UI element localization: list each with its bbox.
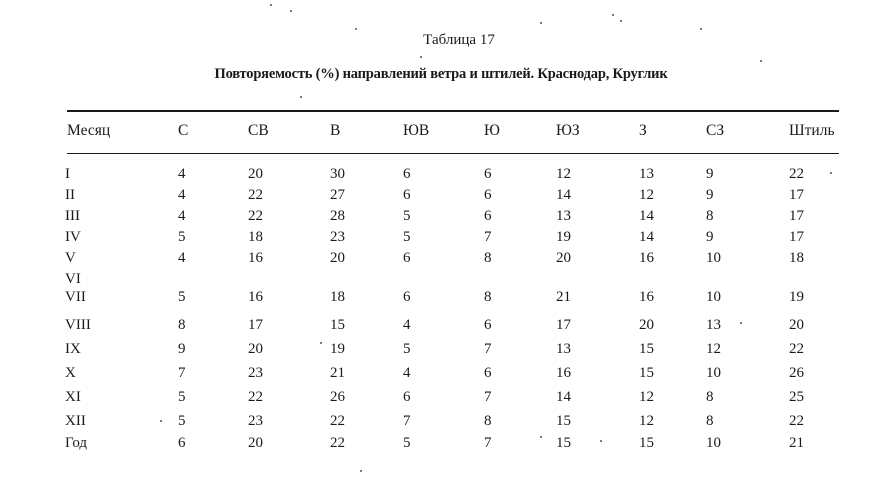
value-cell: 8 — [706, 208, 714, 224]
value-cell: 10 — [706, 250, 721, 266]
value-cell: 12 — [639, 389, 654, 405]
column-header: ЮВ — [403, 122, 430, 139]
value-cell: 7 — [484, 389, 492, 405]
value-cell: 5 — [403, 341, 411, 357]
value-cell: 21 — [789, 435, 804, 451]
value-cell: 10 — [706, 365, 721, 381]
table-top-rule — [67, 110, 839, 112]
value-cell: 5 — [178, 229, 186, 245]
scan-speck — [355, 28, 357, 30]
month-cell: VII — [65, 289, 86, 305]
value-cell: 9 — [706, 166, 714, 182]
column-header: ЮЗ — [556, 122, 580, 139]
value-cell: 19 — [330, 341, 345, 357]
value-cell: 23 — [248, 413, 263, 429]
value-cell: 10 — [706, 289, 721, 305]
value-cell: 5 — [178, 289, 186, 305]
value-cell: 6 — [484, 187, 492, 203]
value-cell: 22 — [789, 166, 804, 182]
value-cell: 12 — [639, 413, 654, 429]
value-cell: 6 — [403, 166, 411, 182]
month-cell: Год — [65, 435, 88, 451]
scan-speck — [830, 172, 832, 174]
value-cell: 18 — [789, 250, 804, 266]
value-cell: 30 — [330, 166, 345, 182]
scan-speck — [612, 14, 614, 16]
value-cell: 28 — [330, 208, 345, 224]
value-cell: 18 — [248, 229, 263, 245]
month-cell: V — [65, 250, 76, 266]
value-cell: 19 — [556, 229, 571, 245]
value-cell: 14 — [639, 229, 654, 245]
value-cell: 21 — [330, 365, 345, 381]
scan-speck — [360, 470, 362, 472]
value-cell: 8 — [706, 413, 714, 429]
scan-speck — [600, 440, 602, 442]
value-cell: 22 — [789, 341, 804, 357]
value-cell: 14 — [556, 389, 571, 405]
value-cell: 17 — [789, 229, 804, 245]
value-cell: 12 — [556, 166, 571, 182]
month-cell: IV — [65, 229, 81, 245]
value-cell: 20 — [556, 250, 571, 266]
value-cell: 7 — [484, 229, 492, 245]
value-cell: 26 — [789, 365, 804, 381]
value-cell: 8 — [484, 413, 492, 429]
column-header: Ю — [484, 122, 500, 139]
column-header: С — [178, 122, 189, 139]
table-label: Таблица 17 — [423, 32, 495, 48]
value-cell: 12 — [639, 187, 654, 203]
value-cell: 4 — [178, 166, 186, 182]
column-header: СЗ — [706, 122, 725, 139]
value-cell: 15 — [639, 365, 654, 381]
value-cell: 8 — [484, 250, 492, 266]
month-cell: VIII — [65, 317, 91, 333]
value-cell: 9 — [178, 341, 186, 357]
value-cell: 15 — [556, 435, 571, 451]
value-cell: 13 — [639, 166, 654, 182]
value-cell: 20 — [639, 317, 654, 333]
value-cell: 4 — [403, 317, 411, 333]
value-cell: 4 — [178, 250, 186, 266]
value-cell: 20 — [248, 341, 263, 357]
value-cell: 13 — [556, 208, 571, 224]
value-cell: 16 — [248, 250, 263, 266]
month-cell: I — [65, 166, 70, 182]
value-cell: 6 — [484, 208, 492, 224]
column-header: СВ — [248, 122, 269, 139]
table-title: Повторяемость (%) направлений ветра и штилей. Краснодар, Круглик — [214, 66, 668, 82]
value-cell: 6 — [403, 250, 411, 266]
value-cell: 15 — [330, 317, 345, 333]
value-cell: 7 — [178, 365, 186, 381]
value-cell: 22 — [789, 413, 804, 429]
value-cell: 16 — [248, 289, 263, 305]
value-cell: 6 — [403, 289, 411, 305]
value-cell: 19 — [789, 289, 804, 305]
month-cell: II — [65, 187, 75, 203]
value-cell: 20 — [789, 317, 804, 333]
column-header: В — [330, 122, 341, 139]
value-cell: 16 — [556, 365, 571, 381]
month-cell: III — [65, 208, 80, 224]
value-cell: 22 — [248, 389, 263, 405]
month-cell: IX — [65, 341, 81, 357]
scan-speck — [540, 22, 542, 24]
value-cell: 23 — [330, 229, 345, 245]
month-cell: VI — [65, 271, 81, 287]
scan-speck — [160, 420, 162, 422]
value-cell: 14 — [639, 208, 654, 224]
value-cell: 16 — [639, 250, 654, 266]
value-cell: 12 — [706, 341, 721, 357]
value-cell: 8 — [178, 317, 186, 333]
value-cell: 20 — [248, 435, 263, 451]
scan-speck — [540, 436, 542, 438]
value-cell: 4 — [178, 208, 186, 224]
value-cell: 15 — [639, 341, 654, 357]
value-cell: 14 — [556, 187, 571, 203]
value-cell: 17 — [248, 317, 263, 333]
value-cell: 5 — [178, 389, 186, 405]
value-cell: 5 — [403, 229, 411, 245]
scan-speck — [420, 56, 422, 58]
table-header-rule — [67, 153, 839, 154]
value-cell: 7 — [484, 341, 492, 357]
value-cell: 4 — [178, 187, 186, 203]
value-cell: 6 — [484, 317, 492, 333]
scan-speck — [300, 96, 302, 98]
value-cell: 8 — [484, 289, 492, 305]
column-header: З — [639, 122, 647, 139]
month-cell: XI — [65, 389, 81, 405]
value-cell: 13 — [706, 317, 721, 333]
value-cell: 26 — [330, 389, 345, 405]
value-cell: 22 — [248, 187, 263, 203]
scan-speck — [320, 342, 322, 344]
column-header: Штиль — [789, 122, 835, 139]
value-cell: 4 — [403, 365, 411, 381]
value-cell: 6 — [403, 187, 411, 203]
value-cell: 27 — [330, 187, 345, 203]
value-cell: 5 — [403, 435, 411, 451]
value-cell: 6 — [178, 435, 186, 451]
month-cell: X — [65, 365, 76, 381]
value-cell: 6 — [403, 389, 411, 405]
value-cell: 7 — [403, 413, 411, 429]
scan-speck — [700, 28, 702, 30]
value-cell: 25 — [789, 389, 804, 405]
value-cell: 15 — [556, 413, 571, 429]
value-cell: 6 — [484, 365, 492, 381]
value-cell: 22 — [248, 208, 263, 224]
value-cell: 8 — [706, 389, 714, 405]
value-cell: 22 — [330, 413, 345, 429]
value-cell: 5 — [178, 413, 186, 429]
value-cell: 16 — [639, 289, 654, 305]
value-cell: 17 — [556, 317, 571, 333]
value-cell: 9 — [706, 187, 714, 203]
scan-speck — [620, 20, 622, 22]
column-header: Месяц — [67, 122, 111, 139]
value-cell: 23 — [248, 365, 263, 381]
value-cell: 17 — [789, 208, 804, 224]
value-cell: 21 — [556, 289, 571, 305]
value-cell: 9 — [706, 229, 714, 245]
value-cell: 20 — [248, 166, 263, 182]
scan-speck — [760, 60, 762, 62]
value-cell: 17 — [789, 187, 804, 203]
value-cell: 18 — [330, 289, 345, 305]
scan-speck — [270, 4, 272, 6]
value-cell: 7 — [484, 435, 492, 451]
value-cell: 13 — [556, 341, 571, 357]
value-cell: 10 — [706, 435, 721, 451]
month-cell: XII — [65, 413, 86, 429]
value-cell: 5 — [403, 208, 411, 224]
value-cell: 6 — [484, 166, 492, 182]
scan-speck — [740, 322, 742, 324]
value-cell: 15 — [639, 435, 654, 451]
value-cell: 20 — [330, 250, 345, 266]
scan-speck — [290, 10, 292, 12]
value-cell: 22 — [330, 435, 345, 451]
